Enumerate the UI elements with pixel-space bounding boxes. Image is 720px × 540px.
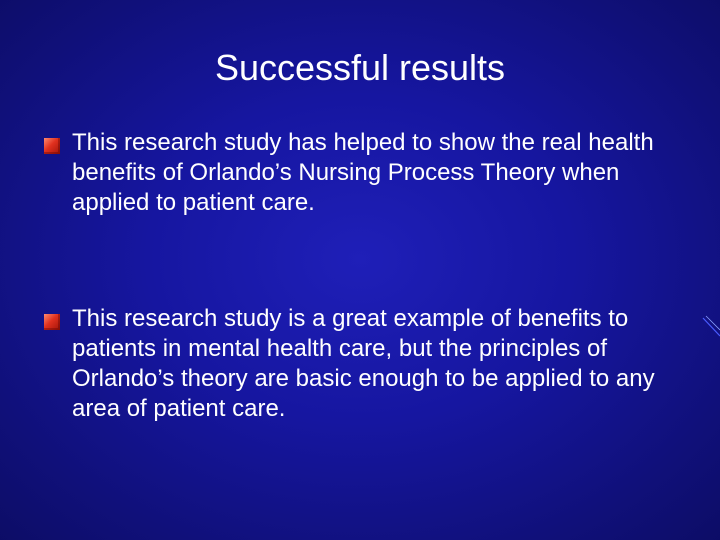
bullet-text: This research study is a great example of benefits to patients in mental health care, but the principles of Orlando’s theory are basic enough to be applied to any area of patient care.	[72, 305, 655, 422]
bullet-list	[44, 128, 694, 424]
slide-title: Successful results	[214, 47, 506, 88]
bullet-item	[44, 304, 694, 424]
bullet-item	[44, 128, 694, 218]
square-bullet-icon	[44, 314, 60, 330]
bullet-text: This research study has helped to show the real health benefits of Orlando’s Nursing Process Theory when applied to patient care.	[72, 129, 654, 216]
square-bullet-icon	[44, 138, 60, 154]
